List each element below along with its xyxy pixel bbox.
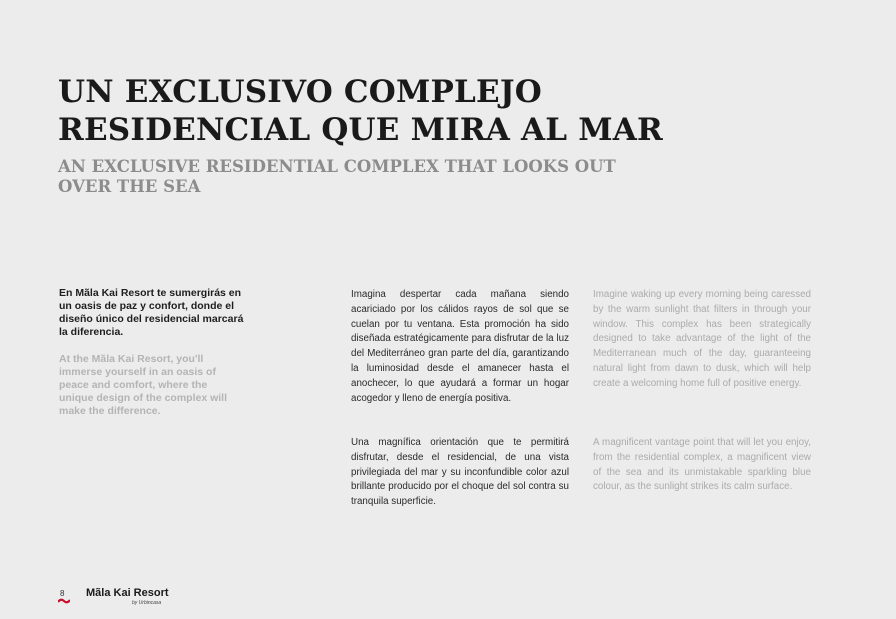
body-en-paragraph-1: Imagine waking up every morning being caressed by the warm sunlight that filters in through your window. This complex has been strategically designed to take advantage of the light of the Mediterranean much of the day, guaranteeing natural light from dawn to dusk, which will help create a welcoming home full of positive energy. [593, 289, 811, 389]
title-line: UN EXCLUSIVO COMPLEJO [58, 74, 542, 110]
brand-byline: by Urbincasa [132, 600, 162, 606]
brand-name: Mãla Kai Resort [86, 587, 169, 599]
body-en-paragraph-2: A magnificent vantage point that will let you enjoy, from the residential complex, a magnificent view of the sea and its unmistakable sparkling blue colour, as the sunlight strikes its calm surface. [593, 437, 811, 493]
intro-spanish: En Mãla Kai Resort te sumergirás en un oasis de paz y confort, donde el diseño único del residencial marcará la diferencia. [59, 287, 244, 338]
page-title [58, 73, 678, 149]
title-line: RESIDENCIAL QUE MIRA AL MAR [58, 112, 663, 148]
subtitle-line: AN EXCLUSIVE RESIDENTIAL COMPLEX THAT LOOKS OUT [58, 157, 616, 176]
page-subtitle [58, 157, 618, 197]
wave-logo-icon [58, 598, 70, 604]
intro-english: At the Mãla Kai Resort, you'll immerse yourself in an oasis of peace and comfort, where the unique design of the complex will make the difference. [59, 353, 228, 417]
body-es-paragraph-1: Imagina despertar cada mañana siendo acariciado por los cálidos rayos de sol que se cuelan por tu ventana. Esta promoción ha sido diseñada estratégicamente para disfrutar de la luz del Mediterráneo gran parte del día, garantizando la luminosidad desde el amanecer hasta el anochecer, lo que ayudará a formar un hogar acogedor y lleno de energía positiva. [351, 289, 569, 404]
body-es-paragraph-2: Una magnífica orientación que te permitirá disfrutar, desde el residencial, de una vista privilegiada del mar y su inconfundible color azul brillante producido por el choque del sol contra su tranquila superficie. [351, 437, 569, 508]
page-number: 8 [60, 589, 65, 598]
subtitle-line: OVER THE SEA [58, 177, 201, 196]
